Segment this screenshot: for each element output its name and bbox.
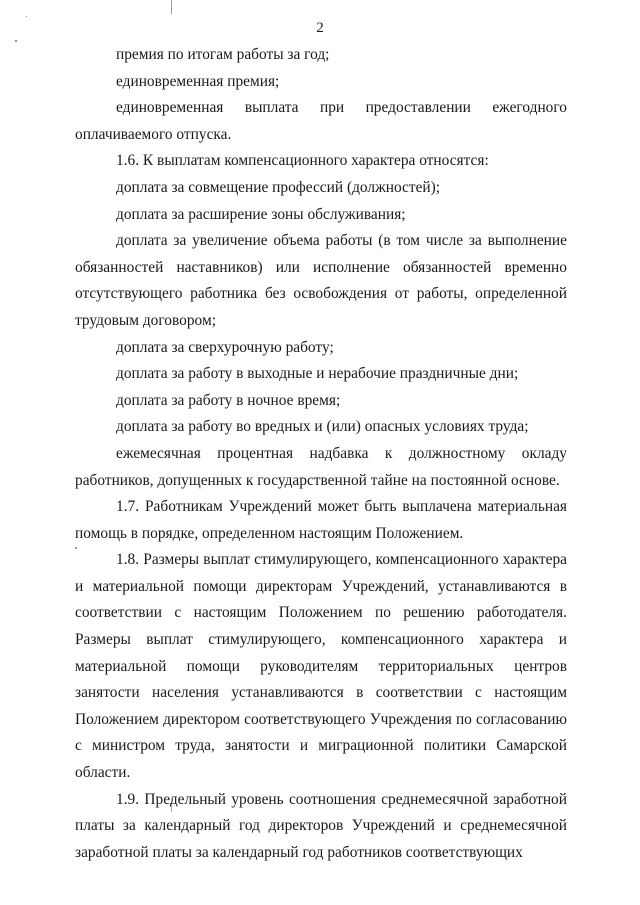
paragraph: доплата за совмещение профессий (должностей); bbox=[116, 178, 441, 196]
paragraph: доплата за работу во вредных и (или) опасных условиях труда; bbox=[116, 418, 529, 436]
scan-artifact bbox=[171, 0, 172, 14]
paragraph: доплата за расширение зоны обслуживания; bbox=[116, 205, 406, 223]
paragraph: 1.6. К выплатам компенсационного характера относятся: bbox=[116, 152, 489, 170]
paragraph: единовременная выплата при предоставлении ежегодного оплачиваемого отпуска. bbox=[75, 99, 567, 143]
paragraph: доплата за работу в ночное время; bbox=[116, 391, 341, 409]
paragraph: доплата за увеличение объема работы (в том числе за выполнение обязанностей наставников) или исполнение обязанностей временно отсутствующего работника без освобождения от работы, определенной трудовым договором; bbox=[75, 232, 567, 329]
paragraph: 1.7. Работникам Учреждений может быть выплачена материальная помощь в порядке, определенном настоящим Положением. bbox=[75, 498, 567, 542]
scan-artifact bbox=[26, 16, 27, 17]
paragraph: 1.8. Размеры выплат стимулирующего, компенсационного характера и материальной помощи директорам Учреждений, устанавливаются в соответствии с настоящим Положением по решению работодателя. Размеры выплат стимулирующего, компенсационного характера и материальной помощи руководителям территориальных центров занятости населения устанавливаются в соответствии с настоящим Положением директором соответствующего Учреждения по согласованию с министром труда, занятости и миграционной политики Самарской области. bbox=[75, 551, 567, 782]
paragraph: 1.9. Предельный уровень соотношения среднемесячной заработной платы за календарный год директоров Учреждений и среднемесячной заработной платы за календарный год работников соответствующих bbox=[75, 790, 567, 861]
paragraph: единовременная премия; bbox=[116, 72, 280, 90]
document-body bbox=[75, 42, 567, 866]
paragraph: премия по итогам работы за год; bbox=[116, 46, 330, 63]
scan-artifact bbox=[15, 40, 17, 42]
paragraph: доплата за сверхурочную работу; bbox=[116, 338, 334, 356]
paragraph: доплата за работу в выходные и нерабочие праздничные дни; bbox=[116, 365, 519, 383]
page-number: 2 bbox=[316, 20, 324, 36]
paragraph: ежемесячная процентная надбавка к должностному окладу работников, допущенных к государственной тайне на постоянной основе. bbox=[75, 444, 567, 489]
